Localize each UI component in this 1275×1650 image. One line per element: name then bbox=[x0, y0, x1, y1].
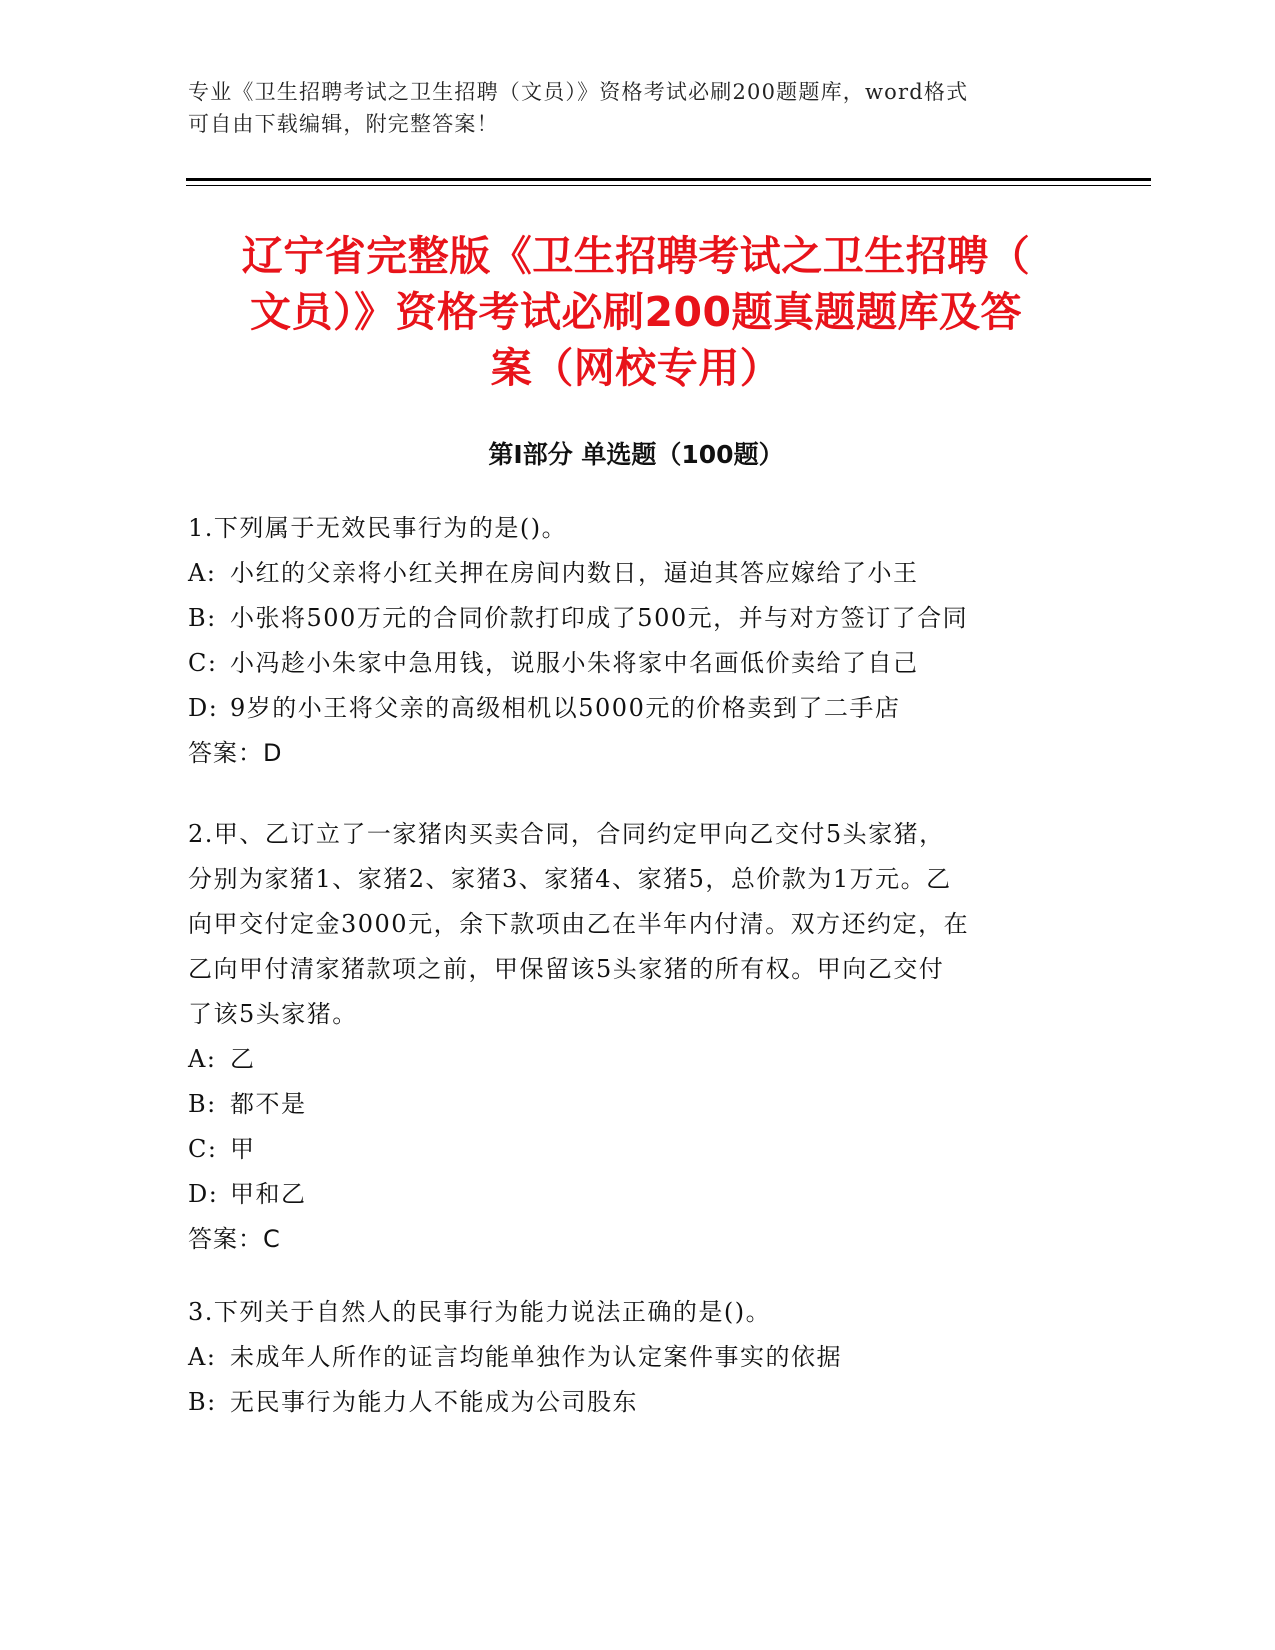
option-d bbox=[188, 1172, 1088, 1217]
option-letter: B: bbox=[188, 1388, 217, 1416]
question-stem-line: 乙向甲付清家猪款项之前，甲保留该5头家猪的所有权。甲向乙交付 bbox=[188, 955, 945, 983]
answer-line: 答案：D bbox=[188, 739, 283, 767]
option-letter: B: bbox=[188, 604, 217, 632]
option-text: 都不是 bbox=[230, 1090, 307, 1118]
option-text: 小张将500万元的合同价款打印成了500元，并与对方签订了合同 bbox=[230, 604, 969, 632]
option-c bbox=[188, 1127, 1088, 1172]
option-text: 无民事行为能力人不能成为公司股东 bbox=[230, 1388, 638, 1416]
option-text: 9岁的小王将父亲的高级相机以5000元的价格卖到了二手店 bbox=[230, 694, 901, 722]
option-letter: A: bbox=[188, 1045, 217, 1073]
option-letter: C: bbox=[188, 1135, 218, 1163]
title-line: 文员）》资格考试必刷200题真题题库及答 bbox=[249, 288, 1023, 336]
section-heading: 第Ⅰ部分 单选题（100题） bbox=[488, 440, 784, 469]
question-2 bbox=[188, 812, 1088, 1262]
question-stem-line: 2.甲、乙订立了一家猪肉买卖合同，合同约定甲向乙交付5头家猪， bbox=[188, 820, 945, 848]
option-letter: D: bbox=[188, 1180, 219, 1208]
option-letter: A: bbox=[188, 559, 217, 587]
option-text: 小红的父亲将小红关押在房间内数日，逼迫其答应嫁给了小王 bbox=[230, 559, 919, 587]
option-d bbox=[188, 686, 1088, 731]
document-title bbox=[186, 228, 1086, 396]
option-letter: A: bbox=[188, 1343, 217, 1371]
option-c bbox=[188, 641, 1088, 686]
option-b bbox=[188, 596, 1088, 641]
header-note-line: 专业《卫生招聘考试之卫生招聘（文员）》资格考试必刷200题题库，word格式 bbox=[188, 80, 969, 104]
question-3 bbox=[188, 1290, 1088, 1425]
title-line: 案（网校专用） bbox=[490, 344, 782, 392]
option-b bbox=[188, 1380, 1088, 1425]
question-stem: 3.下列关于自然人的民事行为能力说法正确的是()。 bbox=[188, 1298, 772, 1326]
option-a bbox=[188, 1335, 1088, 1380]
option-a bbox=[188, 1037, 1088, 1082]
option-b bbox=[188, 1082, 1088, 1127]
option-text: 小冯趁小朱家中急用钱，说服小朱将家中名画低价卖给了自己 bbox=[230, 649, 919, 677]
option-letter: C: bbox=[188, 649, 218, 677]
option-text: 未成年人所作的证言均能单独作为认定案件事实的依据 bbox=[230, 1343, 842, 1371]
option-text: 乙 bbox=[230, 1045, 256, 1073]
option-letter: D: bbox=[188, 694, 219, 722]
answer-line: 答案：C bbox=[188, 1225, 281, 1253]
question-stem-line: 了该5头家猪。 bbox=[188, 1000, 358, 1028]
option-letter: B: bbox=[188, 1090, 217, 1118]
question-stem: 1.下列属于无效民事行为的是()。 bbox=[188, 514, 568, 542]
option-a bbox=[188, 551, 1088, 596]
header-note bbox=[188, 76, 1068, 140]
option-text: 甲 bbox=[230, 1135, 256, 1163]
header-divider-thin bbox=[186, 185, 1151, 186]
title-line: 辽宁省完整版《卫生招聘考试之卫生招聘（ bbox=[241, 232, 1031, 280]
question-1 bbox=[188, 506, 1088, 776]
question-stem-line: 分别为家猪1、家猪2、家猪3、家猪4、家猪5，总价款为1万元。乙 bbox=[188, 865, 952, 893]
header-divider-thick bbox=[186, 178, 1151, 181]
question-stem-line: 向甲交付定金3000元，余下款项由乙在半年内付清。双方还约定，在 bbox=[188, 910, 970, 938]
option-text: 甲和乙 bbox=[230, 1180, 307, 1208]
header-note-line: 可自由下载编辑，附完整答案！ bbox=[188, 112, 499, 136]
